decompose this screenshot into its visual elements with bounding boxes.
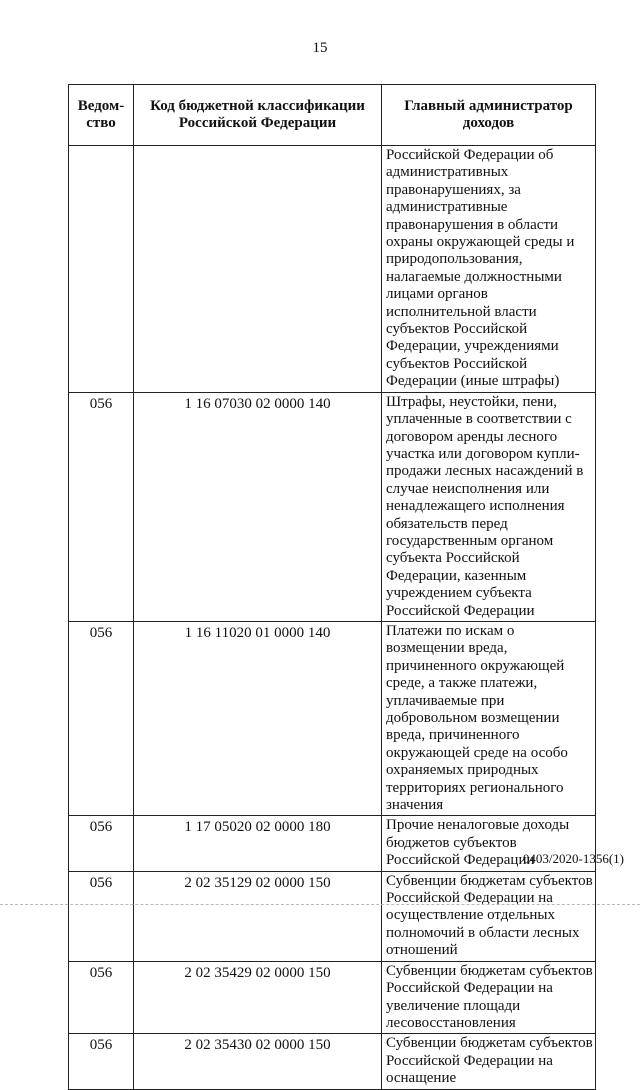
admin-cell: Субвенции бюджетам субъектов Российской Федерации на увеличение площади лесовосстановления [382, 961, 596, 1034]
header-budget-code: Код бюджетной классификации Российской Федерации [134, 85, 382, 146]
table-row [69, 146, 596, 393]
table-row [69, 1034, 596, 1089]
code-cell: 1 16 07030 02 0000 140 [134, 392, 382, 621]
table-row [69, 816, 596, 871]
admin-cell: Субвенции бюджетам субъектов Российской Федерации на осуществление отдельных полномочий в области лесных отношений [382, 871, 596, 961]
dept-cell: 056 [69, 961, 134, 1034]
dept-cell: 056 [69, 816, 134, 871]
table-row [69, 392, 596, 621]
admin-cell: Субвенции бюджетам субъектов Российской Федерации на оснащение [382, 1034, 596, 1089]
revenue-admin-table [68, 84, 596, 1090]
dept-cell: 056 [69, 392, 134, 621]
document-code: 0403/2020-1356(1) [522, 851, 624, 866]
code-cell: 2 02 35430 02 0000 150 [134, 1034, 382, 1089]
table-row [69, 621, 596, 815]
admin-cell: Российской Федерации об административных правонарушениях, за административные правонарушения в области охраны окружающей среды и природопользования, налагаемые должностными лицами органов исполнительной власти субъектов Российской Федерации, учреждениями субъектов Российской Федерации (иные штрафы) [382, 146, 596, 393]
dept-cell: 056 [69, 1034, 134, 1089]
header-department: Ведом-ство [69, 85, 134, 146]
table-header-row [69, 85, 596, 146]
admin-cell: Штрафы, неустойки, пени, уплаченные в соответствии с договором аренды лесного участка или договором купли-продажи лесных насаждений в случае неисполнения или ненадлежащего исполнения обязательств перед государственным органом субъекта Российской Федерации, казенным учреждением субъекта Российской Федерации [382, 392, 596, 621]
code-cell: 1 16 11020 01 0000 140 [134, 621, 382, 815]
code-cell: 2 02 35129 02 0000 150 [134, 871, 382, 961]
code-cell [134, 146, 382, 393]
page-edge-divider [0, 900, 640, 905]
dept-cell: 056 [69, 621, 134, 815]
dept-cell: 056 [69, 871, 134, 961]
header-revenue-administrator: Главный администратор доходов [382, 85, 596, 146]
table-row [69, 961, 596, 1034]
admin-cell: Прочие неналоговые доходы бюджетов субъектов Российской Федерации [382, 816, 596, 871]
code-cell: 2 02 35429 02 0000 150 [134, 961, 382, 1034]
dept-cell [69, 146, 134, 393]
admin-cell: Платежи по искам о возмещении вреда, причиненного окружающей среде, а также платежи, уплачиваемые при добровольном возмещении вреда, причиненного окружающей среде на особо охраняемых природных территориях регионального значения [382, 621, 596, 815]
code-cell: 1 17 05020 02 0000 180 [134, 816, 382, 871]
page-number: 15 [312, 40, 328, 56]
table-row [69, 871, 596, 961]
